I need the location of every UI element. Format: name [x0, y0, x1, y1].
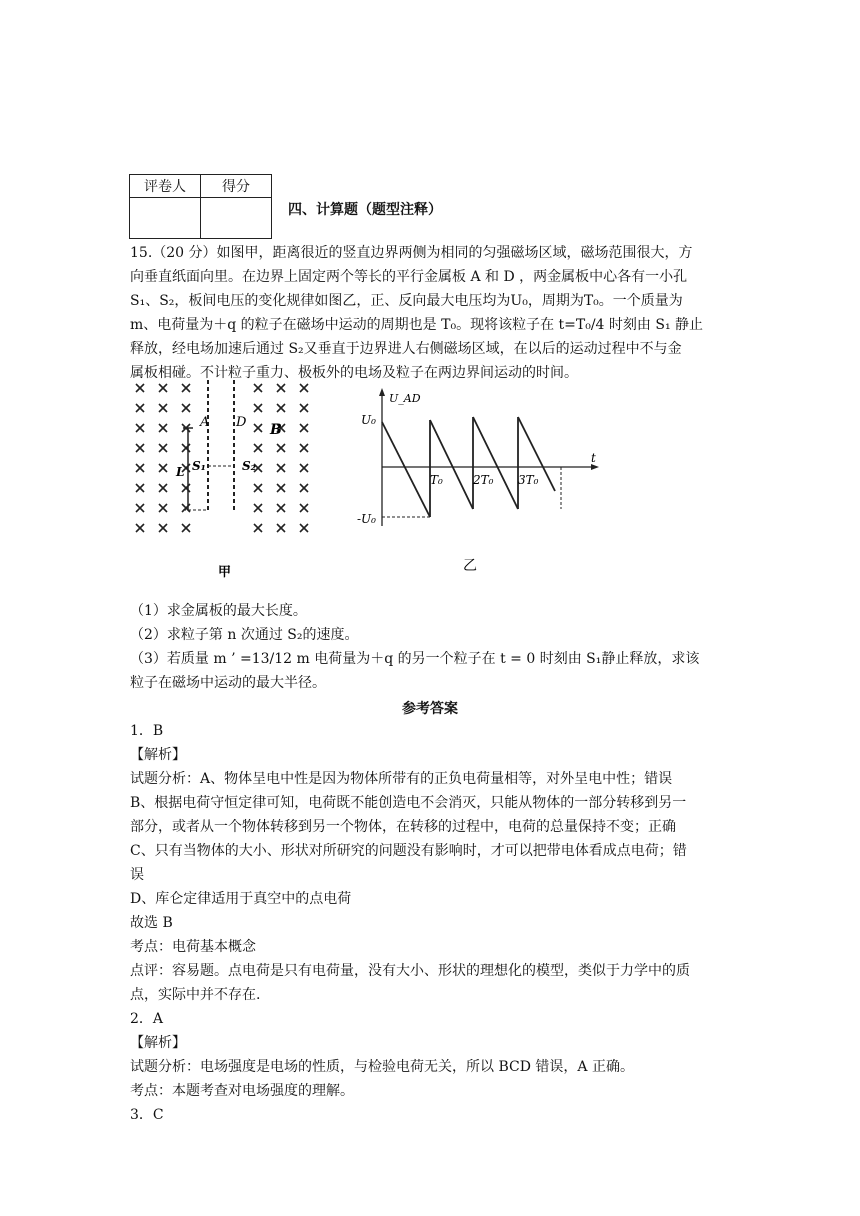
question-2: （2）求粒子第 n 次通过 S₂的速度。	[130, 627, 359, 643]
field-cross	[136, 464, 144, 472]
label-B: B	[270, 422, 282, 438]
score-header: 得分	[201, 175, 272, 198]
caption-yi: 乙	[463, 558, 477, 574]
answers-title: 参考答案	[402, 701, 458, 717]
label-S1: S₁	[192, 459, 206, 473]
field-cross	[254, 524, 262, 532]
tick-t0: T₀	[430, 473, 443, 487]
field-cross	[300, 444, 308, 452]
figure-voltage-graph	[355, 384, 605, 584]
problem-line: S₁、S₂，板间电压的变化规律如图乙，正、反向最大电压均为U₀，周期为T₀。一个质量为	[130, 293, 683, 309]
field-cross	[182, 484, 190, 492]
field-cross	[254, 404, 262, 412]
label-D: D	[236, 415, 247, 430]
field-cross	[182, 404, 190, 412]
answer-number: 1．B	[130, 723, 164, 739]
field-cross	[159, 424, 167, 432]
axis-label-x: t	[591, 451, 596, 465]
question-1: （1）求金属板的最大长度。	[130, 603, 307, 619]
field-cross	[159, 404, 167, 412]
answer-line: 点评：容易题。点电荷是只有电荷量，没有大小、形状的理想化的模型，类似于力学中的质	[130, 963, 690, 979]
field-cross	[136, 504, 144, 512]
sawtooth-wave	[382, 412, 555, 517]
field-cross	[277, 444, 285, 452]
tick-u0: U₀	[361, 413, 376, 427]
grader-score-table	[129, 174, 272, 239]
axis-label-y: U_AD	[389, 392, 421, 405]
problem-line: m、电荷量为＋q 的粒子在磁场中运动的周期也是 T₀。现将该粒子在 t=T₀/4 时刻由 S₁ 静止	[130, 317, 704, 333]
field-cross	[277, 404, 285, 412]
answer-number: 2．A	[130, 1011, 164, 1027]
field-cross	[159, 444, 167, 452]
analysis-tag: 【解析】	[130, 747, 186, 763]
label-S2: S₂	[242, 459, 256, 473]
problem-line: 释放，经电场加速后通过 S₂又垂直于边界进人右侧磁场区域，在以后的运动过程中不与金	[130, 341, 682, 357]
answer-line: 考点：本题考查对电场强度的理解。	[130, 1083, 354, 1099]
field-cross	[254, 384, 262, 392]
field-cross	[254, 504, 262, 512]
field-cross	[300, 404, 308, 412]
problem-line: 属板相碰。不计粒子重力、极板外的电场及粒子在两边界间运动的时间。	[130, 365, 578, 381]
answer-line: 试题分析：电场强度是电场的性质，与检验电荷无关，所以 BCD 错误，A 正确。	[130, 1059, 634, 1075]
field-cross	[136, 404, 144, 412]
tick-2t0: 2T₀	[473, 473, 494, 487]
answer-line: D、库仑定律适用于真空中的点电荷	[130, 891, 352, 907]
field-cross	[159, 384, 167, 392]
field-cross	[300, 524, 308, 532]
answer-line: B、根据电荷守恒定律可知，电荷既不能创造电不会消灭，只能从物体的一部分转移到另一	[130, 795, 687, 811]
field-cross	[254, 424, 262, 432]
problem-line: 向垂直纸面向里。在边界上固定两个等长的平行金属板 A 和 D ，两金属板中心各有一小孔	[130, 269, 688, 285]
field-cross	[136, 484, 144, 492]
analysis-tag: 【解析】	[130, 1035, 186, 1051]
caption-jia: 甲	[218, 565, 232, 580]
tick-neg-u0: -U₀	[357, 512, 376, 526]
field-cross	[254, 484, 262, 492]
field-cross	[159, 524, 167, 532]
problem-line: 15.（20 分）如图甲，距离很近的竖直边界两侧为相同的匀强磁场区域，磁场范围很大，方	[130, 245, 693, 261]
answer-number: 3．C	[130, 1107, 164, 1123]
field-cross	[136, 384, 144, 392]
field-cross	[182, 504, 190, 512]
grader-cell	[130, 198, 201, 239]
label-A: A	[200, 415, 210, 430]
field-cross	[277, 484, 285, 492]
answer-line: 误	[130, 867, 144, 883]
field-cross	[300, 484, 308, 492]
field-cross	[136, 424, 144, 432]
field-cross	[300, 424, 308, 432]
answer-line: 部分，或者从一个物体转移到另一个物体，在转移的过程中，电荷的总量保持不变；正确	[130, 819, 676, 835]
answer-line: 试题分析：A、物体呈电中性是因为物体所带有的正负电荷量相等，对外呈电中性；错误	[130, 771, 673, 787]
section-title: 四、计算题（题型注释）	[288, 202, 442, 218]
question-3-cont: 粒子在磁场中运动的最大半径。	[130, 675, 326, 691]
field-cross	[159, 464, 167, 472]
field-cross	[182, 524, 190, 532]
field-cross	[277, 504, 285, 512]
answer-line: 故选 B	[130, 915, 173, 931]
label-L: L	[176, 465, 185, 479]
field-cross	[300, 384, 308, 392]
field-cross	[277, 524, 285, 532]
answer-line: C、只有当物体的大小、形状对所研究的问题没有影响时，才可以把带电体看成点电荷；错	[130, 843, 687, 859]
field-cross	[182, 444, 190, 452]
field-cross	[159, 484, 167, 492]
grader-header: 评卷人	[130, 175, 201, 198]
magnetic-field-crosses	[136, 384, 308, 532]
field-cross	[182, 384, 190, 392]
field-cross	[277, 384, 285, 392]
score-cell	[201, 198, 272, 239]
field-cross	[254, 444, 262, 452]
field-cross	[136, 444, 144, 452]
question-3: （3）若质量 m ’ =13/12 m 电荷量为＋q 的另一个粒子在 t = 0 时刻由 S₁静止释放，求该	[130, 651, 700, 667]
figure-magnetic-field	[128, 378, 328, 588]
field-cross	[159, 504, 167, 512]
field-cross	[277, 464, 285, 472]
field-cross	[136, 524, 144, 532]
tick-3t0: 3T₀	[518, 473, 539, 487]
field-cross	[300, 464, 308, 472]
answer-line: 考点：电荷基本概念	[130, 939, 256, 955]
field-cross	[300, 504, 308, 512]
answer-line: 点，实际中并不存在.	[130, 987, 261, 1003]
